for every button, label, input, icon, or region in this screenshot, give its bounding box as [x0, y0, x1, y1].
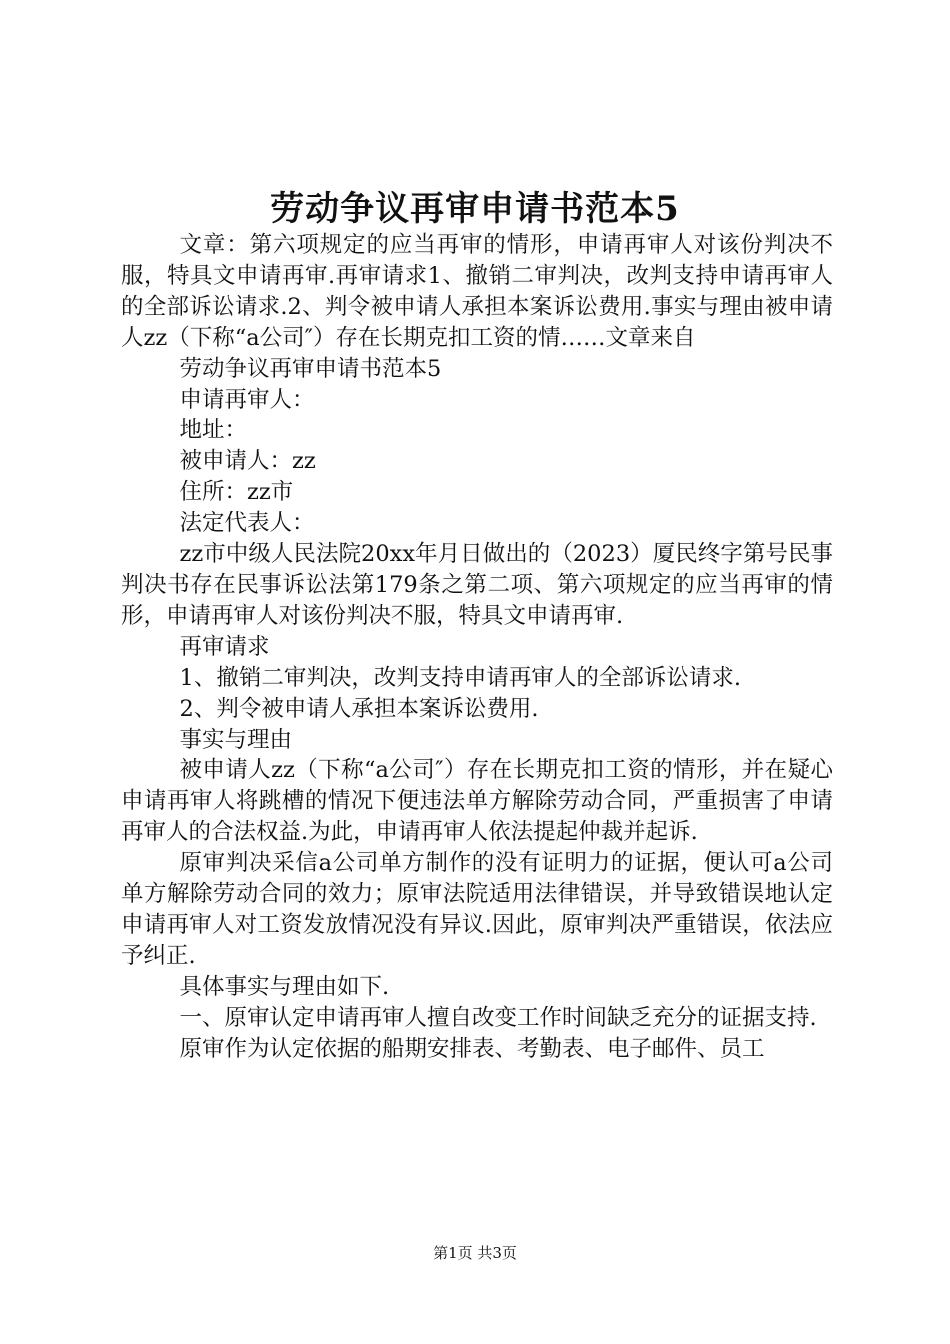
paragraph-request-1: 1、撤销二审判决，改判支持申请再审人的全部诉讼请求.: [179, 664, 741, 691]
paragraph-judgment: zz市中级人民法院20xx年月日做出的（2023）厦民终字第号民事判决书存在民事诉讼法第179条之第二项、第六项规定的应当再审的情形，申请再审人对该份判决不服，特具文申请再审.: [121, 541, 833, 629]
paragraph-facts-heading: 事实与理由: [179, 726, 293, 753]
paragraph-facts-1: 被申请人zz（下称“a公司″）存在长期克扣工资的情形，并在疑心申请再审人将跳槽的情况下便违法单方解除劳动合同，严重损害了申请再审人的合法权益.为此，申请再审人依法提起仲裁并起诉.: [121, 757, 833, 846]
paragraph-heading: 劳动争议再审申请书范本5: [179, 355, 442, 382]
paragraph-address: 地址：: [179, 417, 248, 444]
paragraph-point-1: 一、原审认定申请再审人擅自改变工作时间缺乏充分的证据支持.: [179, 1004, 817, 1031]
document-body: [121, 230, 833, 1064]
paragraph-legal-representative: 法定代表人：: [179, 510, 315, 537]
paragraph-facts-intro: 具体事实与理由如下.: [179, 973, 390, 1000]
paragraph-respondent: 被申请人：zz: [179, 448, 316, 475]
paragraph-summary: 文章：第六项规定的应当再审的情形，申请再审人对该份判决不服，特具文申请再审.再审请求1、撤销二审判决，改判支持申请再审人的全部诉讼请求.2、判令被申请人承担本案诉讼费用.事实与理由被申请人zz（下称“a公司″）存在长期克扣工资的情……文章来自: [121, 232, 833, 351]
paragraph-request-2: 2、判令被申请人承担本案诉讼费用.: [179, 695, 539, 722]
paragraph-retrial-request-heading: 再审请求: [179, 633, 270, 660]
paragraph-residence: 住所：zz市: [179, 479, 294, 506]
paragraph-point-1-detail: 原审作为认定依据的船期安排表、考勤表、电子邮件、员工: [179, 1035, 765, 1062]
paragraph-applicant: 申请再审人：: [179, 386, 315, 413]
document-title: 劳动争议再审申请书范本5: [270, 189, 680, 229]
paragraph-facts-2: 原审判决采信a公司单方制作的没有证明力的证据，便认可a公司单方解除劳动合同的效力；原审法院适用法律错误，并导致错误地认定申请再审人对工资发放情况没有异议.因此，原审判决严重错误，依法应予纠正.: [121, 850, 833, 969]
page-footer: 第1页 共3页: [433, 1244, 517, 1262]
